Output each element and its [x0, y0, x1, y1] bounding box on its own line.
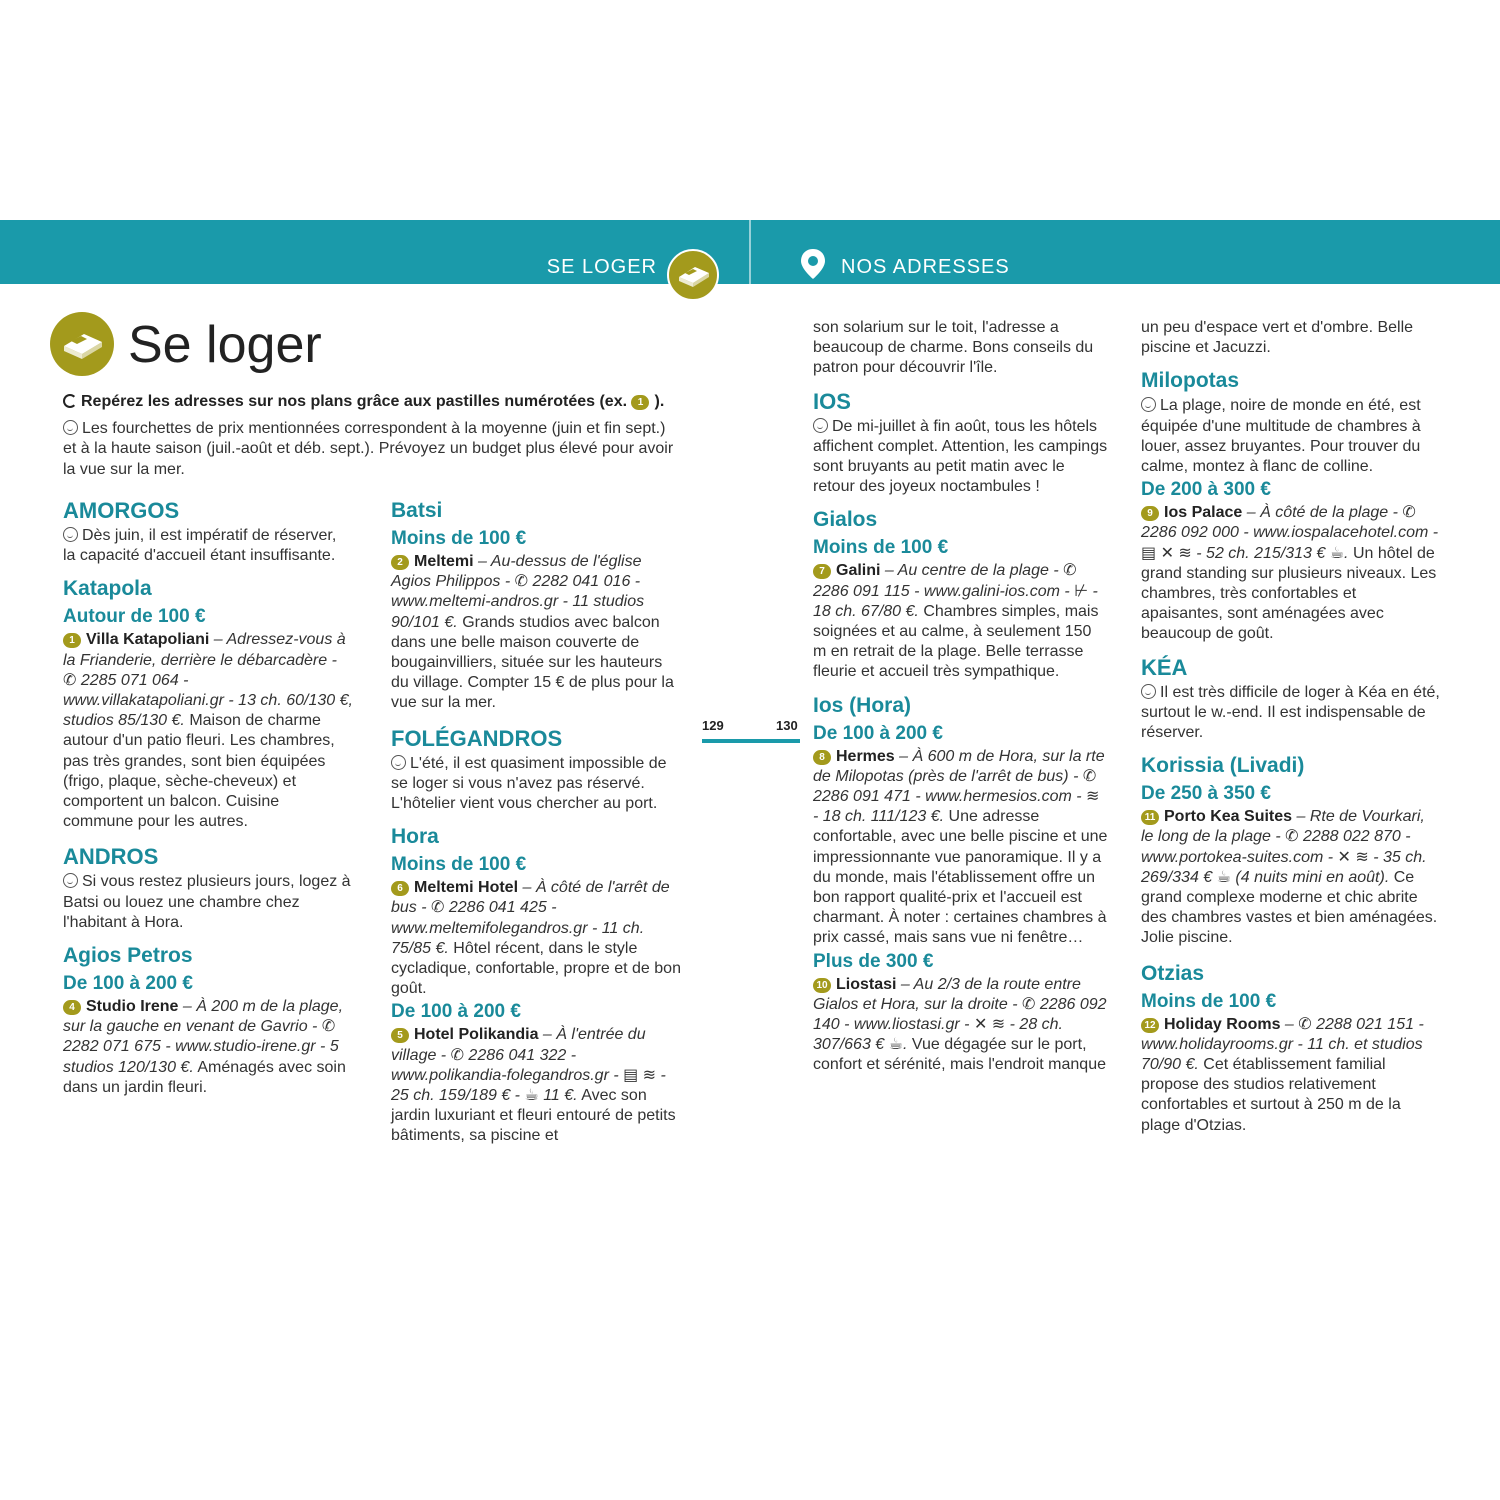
listing-info: – Adressez-vous à la Frianderie, derrière le débarcadère - ✆ 2285 071 064 - www.villakatapoliani.gr - 13 ch. 60/130 €, studios 85/130 €. — [63, 631, 353, 730]
folegandros-note-text: L'été, il est quasiment impossible de se loger si vous n'avez pas réservé. L'hôtelier vient vous chercher au port. — [391, 754, 667, 813]
listing-info: – À côté de la plage - ✆ 2286 092 000 - www.iospalacehotel.com - ▤ ✕ ≋ - 52 ch. 215/313 € ☕. — [1141, 504, 1439, 562]
listing-meltemi-hotel — [391, 878, 681, 999]
place-milopotas: Milopotas — [1141, 369, 1239, 393]
smiley-icon — [63, 420, 78, 435]
smiley-icon — [1141, 397, 1156, 412]
header-left-title: SE LOGER — [546, 256, 657, 278]
listing-villa-katapoliani — [63, 630, 353, 832]
listing-badge: 9 — [1141, 506, 1159, 521]
place-ios-hora: Ios (Hora) — [813, 693, 912, 717]
page-number-left: 129 — [702, 718, 724, 733]
smiley-icon — [63, 527, 78, 542]
liostasi-continued: un peu d'espace vert et d'ombre. Belle piscine et Jacuzzi. — [1141, 319, 1414, 357]
page-number-right: 130 — [776, 718, 798, 733]
region-kea: KÉA — [1141, 654, 1188, 680]
listing-name: Galini — [836, 562, 881, 580]
place-agios-petros: Agios Petros — [63, 944, 193, 968]
listing-badge: 2 — [391, 555, 409, 570]
listing-desc: Vue dégagée sur le port, confort et sérénité, mais l'endroit manque — [813, 1036, 1106, 1074]
listing-name: Meltemi — [414, 553, 474, 570]
intro-text — [63, 419, 683, 481]
listing-name: Porto Kea Suites — [1164, 808, 1293, 826]
intro-tip-end: ). — [654, 393, 665, 410]
price-hora-1: Moins de 100 € — [391, 854, 527, 876]
milopotas-note — [1141, 396, 1441, 477]
page-number-bar — [702, 739, 800, 743]
folegandros-note — [391, 754, 681, 815]
listing-badge: 10 — [813, 978, 831, 993]
place-batsi: Batsi — [391, 499, 443, 522]
listing-badge: 7 — [813, 564, 831, 579]
price-plus-300: Plus de 300 € — [813, 950, 934, 972]
place-gialos: Gialos — [813, 508, 878, 532]
listing-desc: Maison de charme autour d'un patio fleuri. Les chambres, pas très grandes, sont bien équipées (frigo, plaque, sèche-cheveux) et comportent un balcon. Cuisine commune pour les autres. — [63, 712, 335, 831]
section-header — [0, 220, 1500, 284]
place-katapola: Katapola — [63, 577, 152, 601]
listing-holiday-rooms — [1141, 1015, 1441, 1136]
price-korissia: De 250 à 350 € — [1141, 783, 1271, 805]
price-katapola: Autour de 100 € — [63, 606, 206, 628]
amorgos-note — [63, 526, 353, 566]
listing-info: – ✆ 2288 021 151 - www.holidayrooms.gr - 11 ch. et studios 70/90 €. — [1141, 1015, 1424, 1074]
listing-name: Studio Irene — [86, 998, 179, 1016]
listing-badge: 11 — [1141, 810, 1159, 825]
listing-name: Holiday Rooms — [1164, 1015, 1281, 1033]
listing-info: – À 600 m de Hora, sur la rte de Milopotas (près de l'arrêt de bus) - ✆ 2286 091 471 - www.hermesios.com - ≋ - 18 ch. 111/123 €. — [813, 747, 1105, 826]
example-badge: 1 — [631, 395, 649, 410]
region-andros: ANDROS — [63, 844, 159, 870]
amorgos-note-text: Dès juin, il est impératif de réserver, la capacité d'accueil étant insuffisante. — [63, 527, 337, 565]
price-otzias: Moins de 100 € — [1141, 990, 1277, 1012]
listing-badge: 6 — [391, 881, 409, 896]
intro — [63, 392, 683, 480]
listing-desc: Une adresse confortable, avec une belle piscine et une impressionnante vue panoramique. Il y a du monde, mais l'établissement offre un bon rapport qualité-prix et l'accueil est charmant. À noter : certaines chambres à prix cassé, mais sans vue ni fenêtre… — [813, 808, 1108, 947]
place-otzias: Otzias — [1141, 961, 1205, 985]
listing-name: Hermes — [836, 747, 895, 765]
listing-desc: Un hôtel de grand standing sur plusieurs niveaux. Les chambres, très confortables et apaisantes, sont aménagées avec beaucoup de goût. — [1141, 544, 1437, 643]
bed-icon — [667, 249, 719, 301]
price-batsi: Moins de 100 € — [391, 528, 527, 549]
listing-info: – À 200 m de la plage, sur la gauche en venant de Gavrio - ✆ 2282 071 675 - www.studio-irene.gr - 5 studios 120/130 €. — [63, 998, 344, 1076]
price-gialos: Moins de 100 € — [813, 537, 949, 559]
bed-icon — [50, 312, 114, 376]
price-agios-petros: De 100 à 200 € — [63, 973, 193, 995]
listing-desc: Avec son jardin luxuriant et fleuri entouré de petits bâtiments, sa piscine et — [391, 1087, 676, 1145]
listing-badge: 12 — [1141, 1018, 1159, 1033]
listing-info: – Au 2/3 de la route entre Gialos et Hora, sur la droite - ✆ 2286 092 140 - www.liostasi.gr - ✕ ≋ - 28 ch. 307/663 € ☕. — [813, 975, 1107, 1054]
listing-desc: Cet établissement familial propose des studios relativement confortables et surtout à 250 m de la plage d'Otzias. — [1141, 1056, 1401, 1134]
intro-tip — [63, 392, 683, 413]
column-3 — [813, 318, 1109, 1076]
kea-note-text: Il est très difficile de loger à Kéa en été, surtout le w.-end. Il est indispensable de réserver. — [1141, 683, 1440, 742]
listing-name: Villa Katapoliani — [86, 631, 210, 649]
ios-note — [813, 417, 1109, 498]
andros-note — [63, 872, 353, 933]
column-2 — [391, 496, 681, 1147]
listing-info: – Au-dessus de l'église Agios Philippos - ✆ 2282 041 016 - www.meltemi-andros.gr - 11 studios 90/101 €. — [391, 553, 645, 631]
intro-text-body: Les fourchettes de prix mentionnées correspondent à la moyenne (juin et fin sept.) et à la haute saison (juil.-août et déb. sept.). Prévoyez un budget plus élevé pour avoir la vue sur la mer. — [63, 419, 674, 478]
smiley-icon — [813, 418, 828, 433]
listing-galini — [813, 561, 1109, 682]
intro-tip-text: Repérez les adresses sur nos plans grâce aux pastilles numérotées (ex. — [81, 393, 628, 410]
price-milopotas: De 200 à 300 € — [1141, 479, 1271, 501]
listing-desc: Aménagés avec soin dans un jardin fleuri. — [63, 1058, 346, 1096]
column-1 — [63, 496, 353, 1098]
place-korissia: Korissia (Livadi) — [1141, 754, 1305, 778]
listing-porto-kea — [1141, 807, 1441, 948]
listing-hermes — [813, 747, 1109, 949]
listing-desc: Hôtel récent, dans le style cycladique, confortable, propre et de bon goût. — [391, 939, 681, 998]
listing-info: – Au centre de la plage - ✆ 2286 091 115 - www.galini-ios.com - ⊬ - 18 ch. 67/80 €. — [813, 562, 1098, 620]
milopotas-note-text: La plage, noire de monde en été, est équipée d'une multitude de chambres à louer, assez bruyantes. Pour trouver du calme, montez à flanc de colline. — [1141, 397, 1421, 476]
place-hora: Hora — [391, 825, 439, 849]
listing-name: Liostasi — [836, 975, 897, 993]
polikandia-continued: son solarium sur le toit, l'adresse a beaucoup de charme. Bons conseils du patron pour découvrir l'île. — [813, 319, 1094, 377]
listing-badge: 1 — [63, 633, 81, 648]
smiley-icon — [63, 873, 78, 888]
smiley-icon — [1141, 684, 1156, 699]
kea-note — [1141, 683, 1441, 744]
price-ios-hora: De 100 à 200 € — [813, 722, 943, 744]
listing-badge: 5 — [391, 1028, 409, 1043]
listing-desc: Ce grand complexe moderne et chic abrite des chambres vastes et bien aménagées. Jolie piscine. — [1141, 868, 1438, 947]
ios-note-text: De mi-juillet à fin août, tous les hôtels affichent complet. Attention, les campings sont bruyants au petit matin avec le retour des joyeux noctambules ! — [813, 417, 1108, 496]
listing-badge: 4 — [63, 1000, 81, 1015]
listing-meltemi — [391, 552, 681, 714]
location-pin-icon — [800, 248, 826, 280]
listing-info: – À côté de l'arrêt de bus - ✆ 2286 041 425 - www.meltemifolegandros.gr - 11 ch. 75/85 €. — [391, 879, 670, 957]
listing-desc: Chambres simples, mais soignées et au calme, à seulement 150 m en retrait de la plage. Belle terrasse fleurie et accueil très sympathique. — [813, 602, 1099, 681]
page-title: Se loger — [128, 316, 322, 374]
listing-name: Ios Palace — [1164, 504, 1243, 522]
andros-note-text: Si vous restez plusieurs jours, logez à Batsi ou louez une chambre chez l'habitant à Hora. — [63, 873, 351, 931]
region-amorgos: AMORGOS — [63, 498, 180, 523]
tip-icon — [63, 394, 77, 408]
price-hora-2: De 100 à 200 € — [391, 1001, 521, 1023]
region-folegandros: FOLÉGANDROS — [391, 725, 563, 751]
header-right-title: NOS ADRESSES — [841, 256, 1010, 278]
smiley-icon — [391, 755, 406, 770]
region-ios: IOS — [813, 388, 851, 414]
listing-liostasi — [813, 975, 1109, 1076]
listing-info: – À l'entrée du village - ✆ 2286 041 322 - www.polikandia-folegandros.gr - ▤ ≋ - 25 ch. 159/189 € - ☕ 11 €. — [391, 1026, 666, 1105]
listing-hotel-polikandia — [391, 1025, 681, 1146]
listing-desc: Grands studios avec balcon dans une belle maison couverte de bougainvilliers, située sur les hauteurs du village. Compter 15 € de plus pour la vue sur la mer. — [391, 613, 674, 712]
listing-badge: 8 — [813, 750, 831, 765]
listing-ios-palace — [1141, 503, 1441, 644]
listing-studio-irene — [63, 997, 353, 1098]
header-divider — [749, 220, 751, 284]
listing-info: – Rte de Vourkari, le long de la plage - ✆ 2288 022 870 - www.portokea-suites.com - ✕ ≋ - 35 ch. 269/334 € ☕ (4 nuits mini en août). — [1141, 808, 1427, 886]
listing-name: Hotel Polikandia — [414, 1026, 539, 1044]
listing-name: Meltemi Hotel — [414, 879, 519, 897]
column-4 — [1141, 318, 1441, 1136]
